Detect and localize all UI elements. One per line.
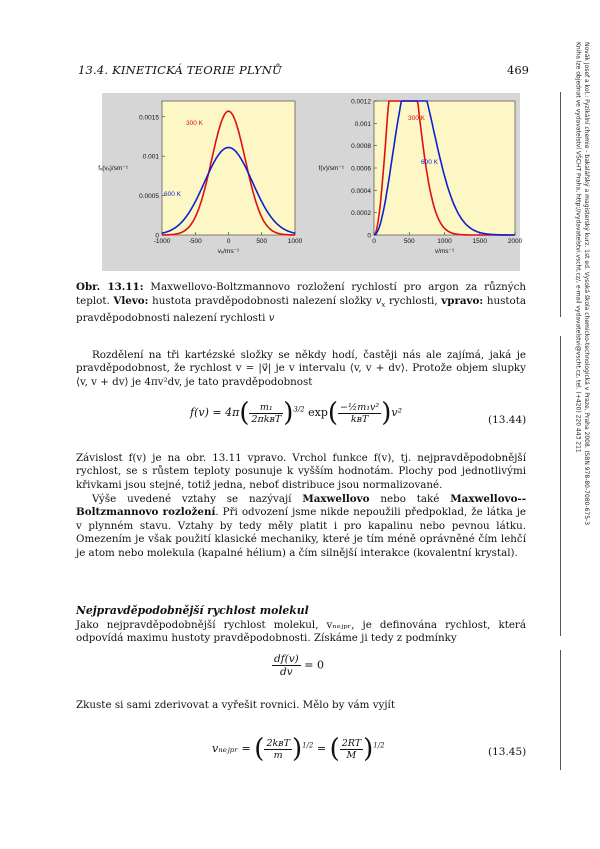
equation-13-45: vₙₑⱼₚᵣ = ( $\frac{\text{2kʙT}}{m}$ )$^{1/2}$ = ( $\frac{2RT}{M}$ )$^{1/2}$ [212, 734, 385, 764]
x-axis-label: v/ms⁻¹ [434, 248, 455, 255]
caption-label: Obr. 13.11: [76, 281, 144, 293]
eq3-equals: = [316, 742, 327, 755]
eq3-power-2: 1/2 [373, 741, 385, 750]
eq1-exp-denominator: kʙT [350, 413, 369, 425]
series-label-300k: 300 K [186, 120, 203, 127]
caption-text-4: hustota pravděpodobnosti nalezení rychlosti [76, 294, 527, 325]
x-axis-label: vₓ/ms⁻¹ [217, 248, 240, 255]
y-tick-label: 0.001 [354, 120, 371, 128]
y-tick-label: 0.0015 [139, 114, 159, 122]
margin-rule-3 [560, 650, 561, 770]
y-axis-label: f(v)/sm⁻¹ [318, 165, 344, 172]
x-tick-label: -1000 [153, 238, 171, 245]
equation-number-13-45: (13.45) [488, 746, 527, 758]
paragraph-1: Rozdělení na tři kartézské složky se někdy hodí, častěji nás ale zajímá, jaká je pravděpodobnost, že rychlost v = |v⃗| je v intervalu ⟨v, v + dv⟩. Protože objem slupky ⟨v, v + dv⟩ je 4πv²dv, je tato pravděpodobnost [76, 349, 526, 388]
y-tick-label: 0.0008 [351, 143, 371, 151]
margin-rule-2 [560, 336, 561, 636]
para3-text-1: Výše uvedené vztahy se nazývají [92, 493, 303, 505]
x-tick-label: 2000 [507, 238, 523, 245]
eq3-lhs: vₙₑⱼₚᵣ = [212, 742, 251, 755]
y-tick-label: 0.0005 [139, 193, 159, 201]
eq1-power: 3/2 [293, 405, 305, 414]
x-tick-label: 500 [256, 238, 268, 245]
para3-term-2: Maxwellovo--Boltzmannovo rozložení [76, 493, 526, 519]
eq3-power-1: 1/2 [302, 741, 314, 750]
eq3-denominator-2: M [346, 749, 357, 761]
y-tick-label: 0.0004 [351, 187, 371, 195]
caption-text-2: hustota pravděpodobnosti nalezení složky [148, 294, 376, 307]
series-label-300k: 300 K [408, 115, 425, 122]
eq3-denominator-1: m [273, 749, 283, 761]
eq3-numerator-2: 2RT [341, 737, 362, 749]
para3-text-2: nebo také [369, 493, 451, 505]
paragraph-4: Jako nejpravděpodobnější rychlost molekul, vₙₑⱼₚᵣ, je definována rychlost, která odpovídá maximu hustoty pravděpodobnosti. Získáme ji tedy z podmínky [76, 619, 526, 645]
y-tick-label: 0 [155, 232, 159, 240]
paragraph-2: Závislost f(v) je na obr. 13.11 vpravo. Vrchol funkce f(v), tj. nejpravděpodobnější rychlost, se s růstem teploty posunuje k vyšším hodnotám. Plochy pod jednotlivými křivkami jsou stejné, totiž jedna, neboť distribuce jsou normalizované. [76, 452, 526, 491]
eq1-numerator: m₁ [249, 402, 283, 414]
eq1-denominator: 2πkʙT [251, 413, 282, 425]
eq1-exp-numerator: −½m₁v² [340, 401, 380, 413]
para3-text-3: . Při odvození jsme nikde nepoužili předpoklad, že látka je v plynném stavu. Vztahy by tedy měly platit i pro kapalinu nebo pevnou látku. Omezením je však použití klasické mechaniky, které je tím méně oprávněné čím lehčí je atom nebo molekula (kapalné hélium) a čím silnější interakce (kovalentní krystal). [76, 506, 526, 559]
paragraph-5: Zkuste si sami zderivovat a vyřešit rovnici. Mělo by vám vyjít [76, 699, 395, 711]
figure-caption: Obr. 13.11: Maxwellovo-Boltzmannovo rozložení rychlostí pro argon za různých teplot. Vlevo: hustota pravděpodobnosti nalezení složky $v_x$ rychlosti, vpravo: hustota pravděpodobnosti nalezení rychlosti v [76, 281, 527, 325]
x-tick-label: -500 [188, 238, 202, 245]
y-axis-label: fₓ(vₓ)/sm⁻¹ [98, 165, 128, 172]
equation-derivative [272, 653, 324, 678]
y-tick-label: 0.0006 [351, 165, 371, 173]
x-tick-label: 0 [372, 238, 376, 245]
series-label-600k: 600 K [421, 159, 438, 166]
caption-text-3: rychlosti, [385, 294, 442, 307]
equation-number-13-44: (13.44) [488, 414, 527, 426]
paragraph-3 [76, 493, 526, 560]
x-tick-label: 1500 [472, 238, 487, 245]
eq1-lhs: f(v) = 4π [190, 406, 240, 419]
caption-left-label: Vlevo: [113, 294, 149, 307]
eq2-rhs: = 0 [304, 658, 324, 672]
sidebar-line-1: Novák Josef a kol.: Fyzikální chemie - bakalářský a magisterský kurz. 1st ed. Vysoká škola chemicko-technologická v Praze, Praha 2008. ISBN 978-80-7080-675-3 [583, 42, 590, 526]
x-tick-label: 1000 [287, 238, 303, 245]
caption-text-1: Maxwellovo-Boltzmannovo rozložení rychlostí pro argon za různých teplot. [76, 281, 526, 307]
y-tick-label: 0.0002 [351, 210, 371, 218]
eq2-numerator: df(v) [274, 653, 299, 665]
y-tick-label: 0.0012 [351, 98, 371, 106]
eq3-numerator-1: 2kʙT [266, 737, 290, 749]
eq1-exp: exp [304, 406, 328, 419]
subheading: Nejpravděpodobnější rychlost molekul [76, 604, 309, 617]
running-header-section: 13.4. KINETICKÁ TEORIE PLYNŮ [78, 63, 282, 77]
x-tick-label: 1000 [437, 238, 452, 245]
y-tick-label: 0 [367, 232, 371, 240]
series-label-600k: 600 K [164, 191, 181, 198]
sidebar-line-2: Kniha lze objednat ve vydavatelství VŠCHT Praha, http://vydavatelstvi.vscht.cz/, e-mail vydavatelstvi@vscht.cz, tel. (+420) 220 443 211 [574, 42, 582, 453]
equation-13-44: f(v) = 4π( $\frac{\text{m₁}}{\text{2πkʙT}}$ )$^{3/2}$ exp( $\frac{\text{−½m₁v²}}{\text{kʙT}}$ )v² [190, 398, 402, 428]
figure-13-11 [0, 0, 600, 280]
eq2-denominator: dv [280, 666, 293, 678]
eq1-tail: v² [391, 406, 402, 419]
x-tick-label: 0 [226, 238, 231, 245]
y-tick-label: 0.001 [142, 153, 159, 161]
x-tick-label: 500 [403, 238, 415, 245]
plot-area [162, 101, 295, 235]
page-number: 469 [507, 63, 529, 77]
caption-right-label: vpravo: [441, 294, 484, 307]
para3-term-1: Maxwellovo [302, 493, 370, 505]
